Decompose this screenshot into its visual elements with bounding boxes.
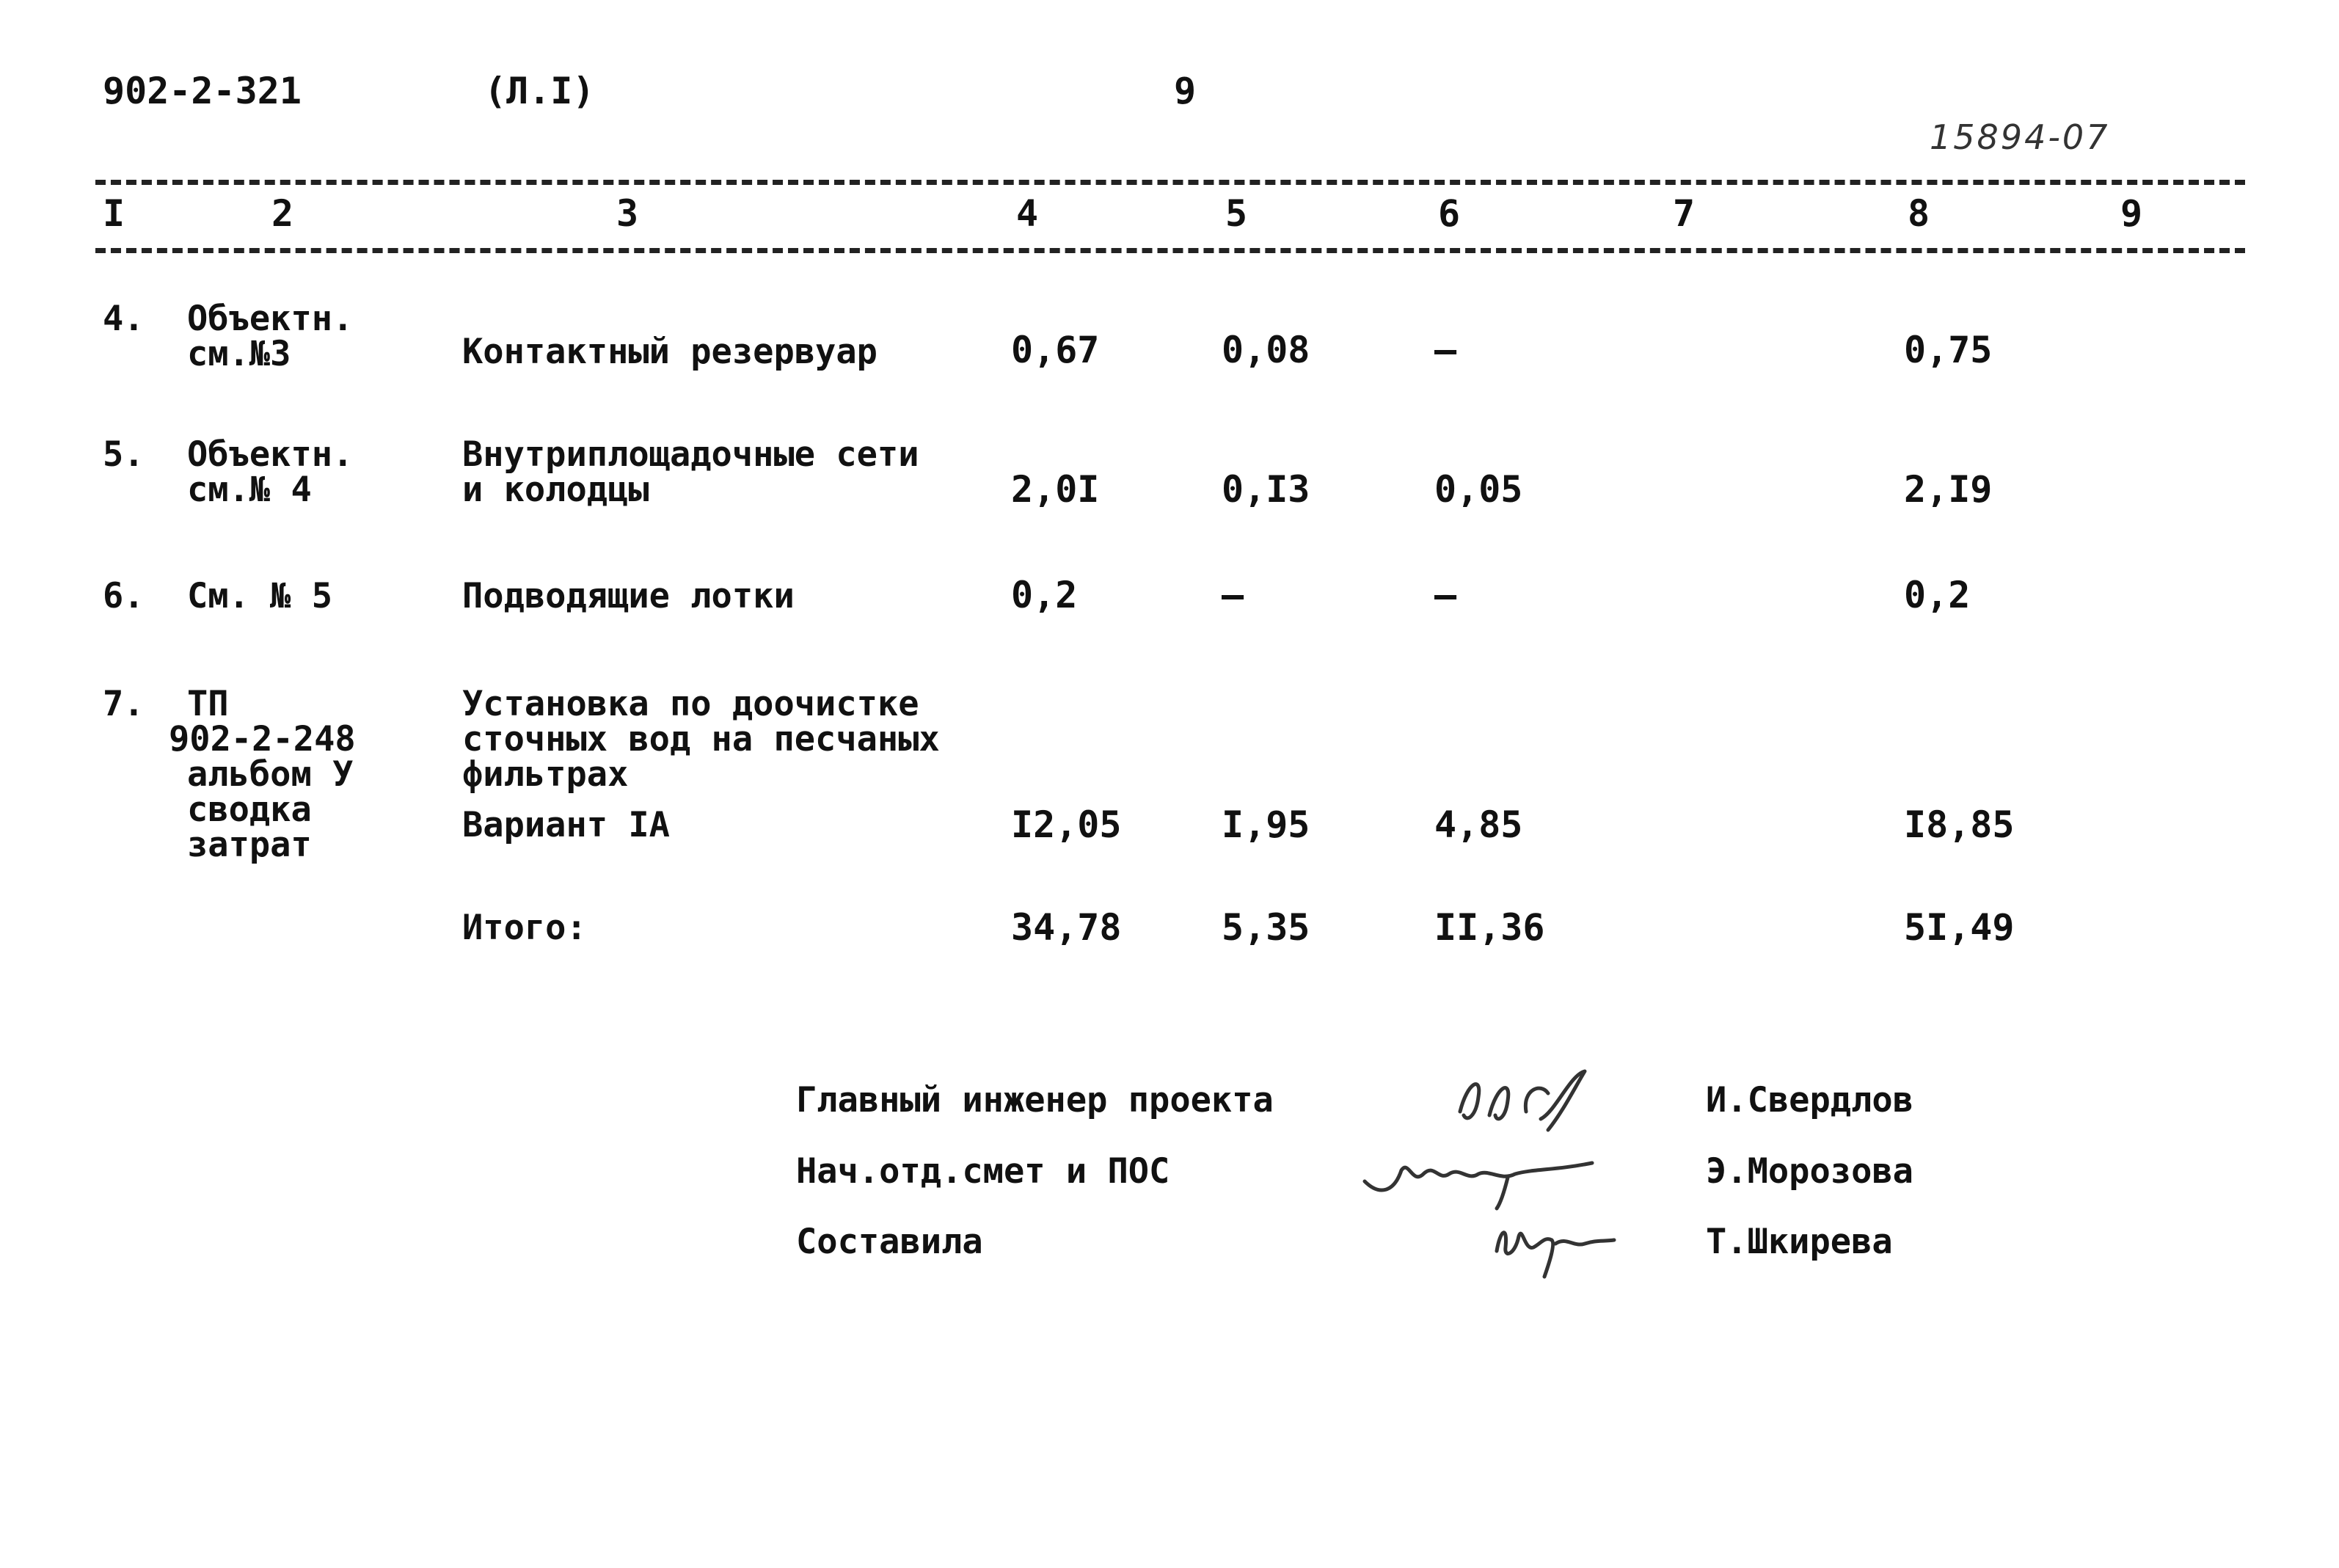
row-name: фильтрах	[462, 754, 629, 795]
total-col4: 34,78	[1011, 906, 1122, 949]
row-name: сточных вод на песчаных	[462, 719, 940, 759]
column-number-8: 8	[1908, 192, 1930, 235]
row-value-col5: I,95	[1222, 803, 1310, 846]
row-number: 4.	[103, 299, 145, 339]
signature-role: Составила	[796, 1222, 983, 1262]
sheet-label: (Л.I)	[484, 70, 595, 112]
row-reference: альбом У	[187, 754, 354, 795]
row-reference: См. № 5	[187, 576, 333, 616]
row-value-col8: 2,I9	[1904, 468, 1993, 511]
total-col6: II,36	[1434, 906, 1545, 949]
row-reference: см.№ 4	[187, 470, 312, 510]
row-reference: сводка	[187, 790, 312, 830]
header-top-rule	[95, 180, 2245, 185]
column-number-1: I	[103, 192, 125, 235]
column-number-5: 5	[1225, 192, 1248, 235]
row-name: Контактный резервуар	[462, 332, 877, 372]
row-reference: 902-2-248	[169, 719, 356, 759]
signature-role: Главный инженер проекта	[796, 1080, 1274, 1120]
row-value-col4: 0,2	[1011, 574, 1078, 616]
column-number-3: 3	[616, 192, 639, 235]
row-value-col5: 0,I3	[1222, 468, 1310, 511]
row-name: Установка по доочистке	[462, 684, 919, 724]
handwritten-signature	[1438, 1060, 1614, 1141]
row-name: и колодцы	[462, 470, 649, 510]
row-number: 5.	[103, 434, 145, 475]
page-number: 9	[1174, 70, 1197, 112]
column-number-6: 6	[1438, 192, 1461, 235]
document-code: 902-2-321	[103, 70, 302, 112]
row-value-col8: 0,75	[1904, 329, 1993, 371]
row-value-col6: 0,05	[1434, 468, 1523, 511]
row-value-col8: I8,85	[1904, 803, 2015, 846]
row-value-col6: –	[1434, 329, 1457, 371]
total-col5: 5,35	[1222, 906, 1310, 949]
row-value-col5: 0,08	[1222, 329, 1310, 371]
row-value-col5: –	[1222, 574, 1244, 616]
row-reference: см.№3	[187, 334, 291, 374]
signature-name: Э.Морозова	[1706, 1151, 1913, 1192]
signature-role: Нач.отд.смет и ПОС	[796, 1151, 1170, 1192]
column-number-9: 9	[2120, 192, 2143, 235]
row-reference: Объектн.	[187, 299, 354, 339]
row-value-col4: I2,05	[1011, 803, 1122, 846]
total-col8: 5I,49	[1904, 906, 2015, 949]
row-value-col6: 4,85	[1434, 803, 1523, 846]
row-value-col4: 2,0I	[1011, 468, 1100, 511]
inventory-number: 15894-07	[1930, 117, 2110, 157]
handwritten-signature	[1482, 1203, 1629, 1284]
signature-name: Т.Шкирева	[1706, 1222, 1893, 1262]
row-number: 7.	[103, 684, 145, 724]
row-reference: ТП	[187, 684, 229, 724]
header-bottom-rule	[95, 248, 2245, 253]
row-reference: Объектн.	[187, 434, 354, 475]
signature-name: И.Свердлов	[1706, 1080, 1913, 1120]
total-label: Итого:	[462, 908, 587, 948]
row-number: 6.	[103, 576, 145, 616]
row-value-col8: 0,2	[1904, 574, 1971, 616]
row-value-col6: –	[1434, 574, 1457, 616]
row-value-col4: 0,67	[1011, 329, 1100, 371]
row-name: Подводящие лотки	[462, 576, 795, 616]
row-reference: затрат	[187, 825, 312, 865]
row-variant: Вариант IА	[462, 805, 670, 845]
column-number-7: 7	[1673, 192, 1696, 235]
column-number-4: 4	[1016, 192, 1039, 235]
column-number-2: 2	[271, 192, 294, 235]
row-name: Внутриплощадочные сети	[462, 434, 919, 475]
